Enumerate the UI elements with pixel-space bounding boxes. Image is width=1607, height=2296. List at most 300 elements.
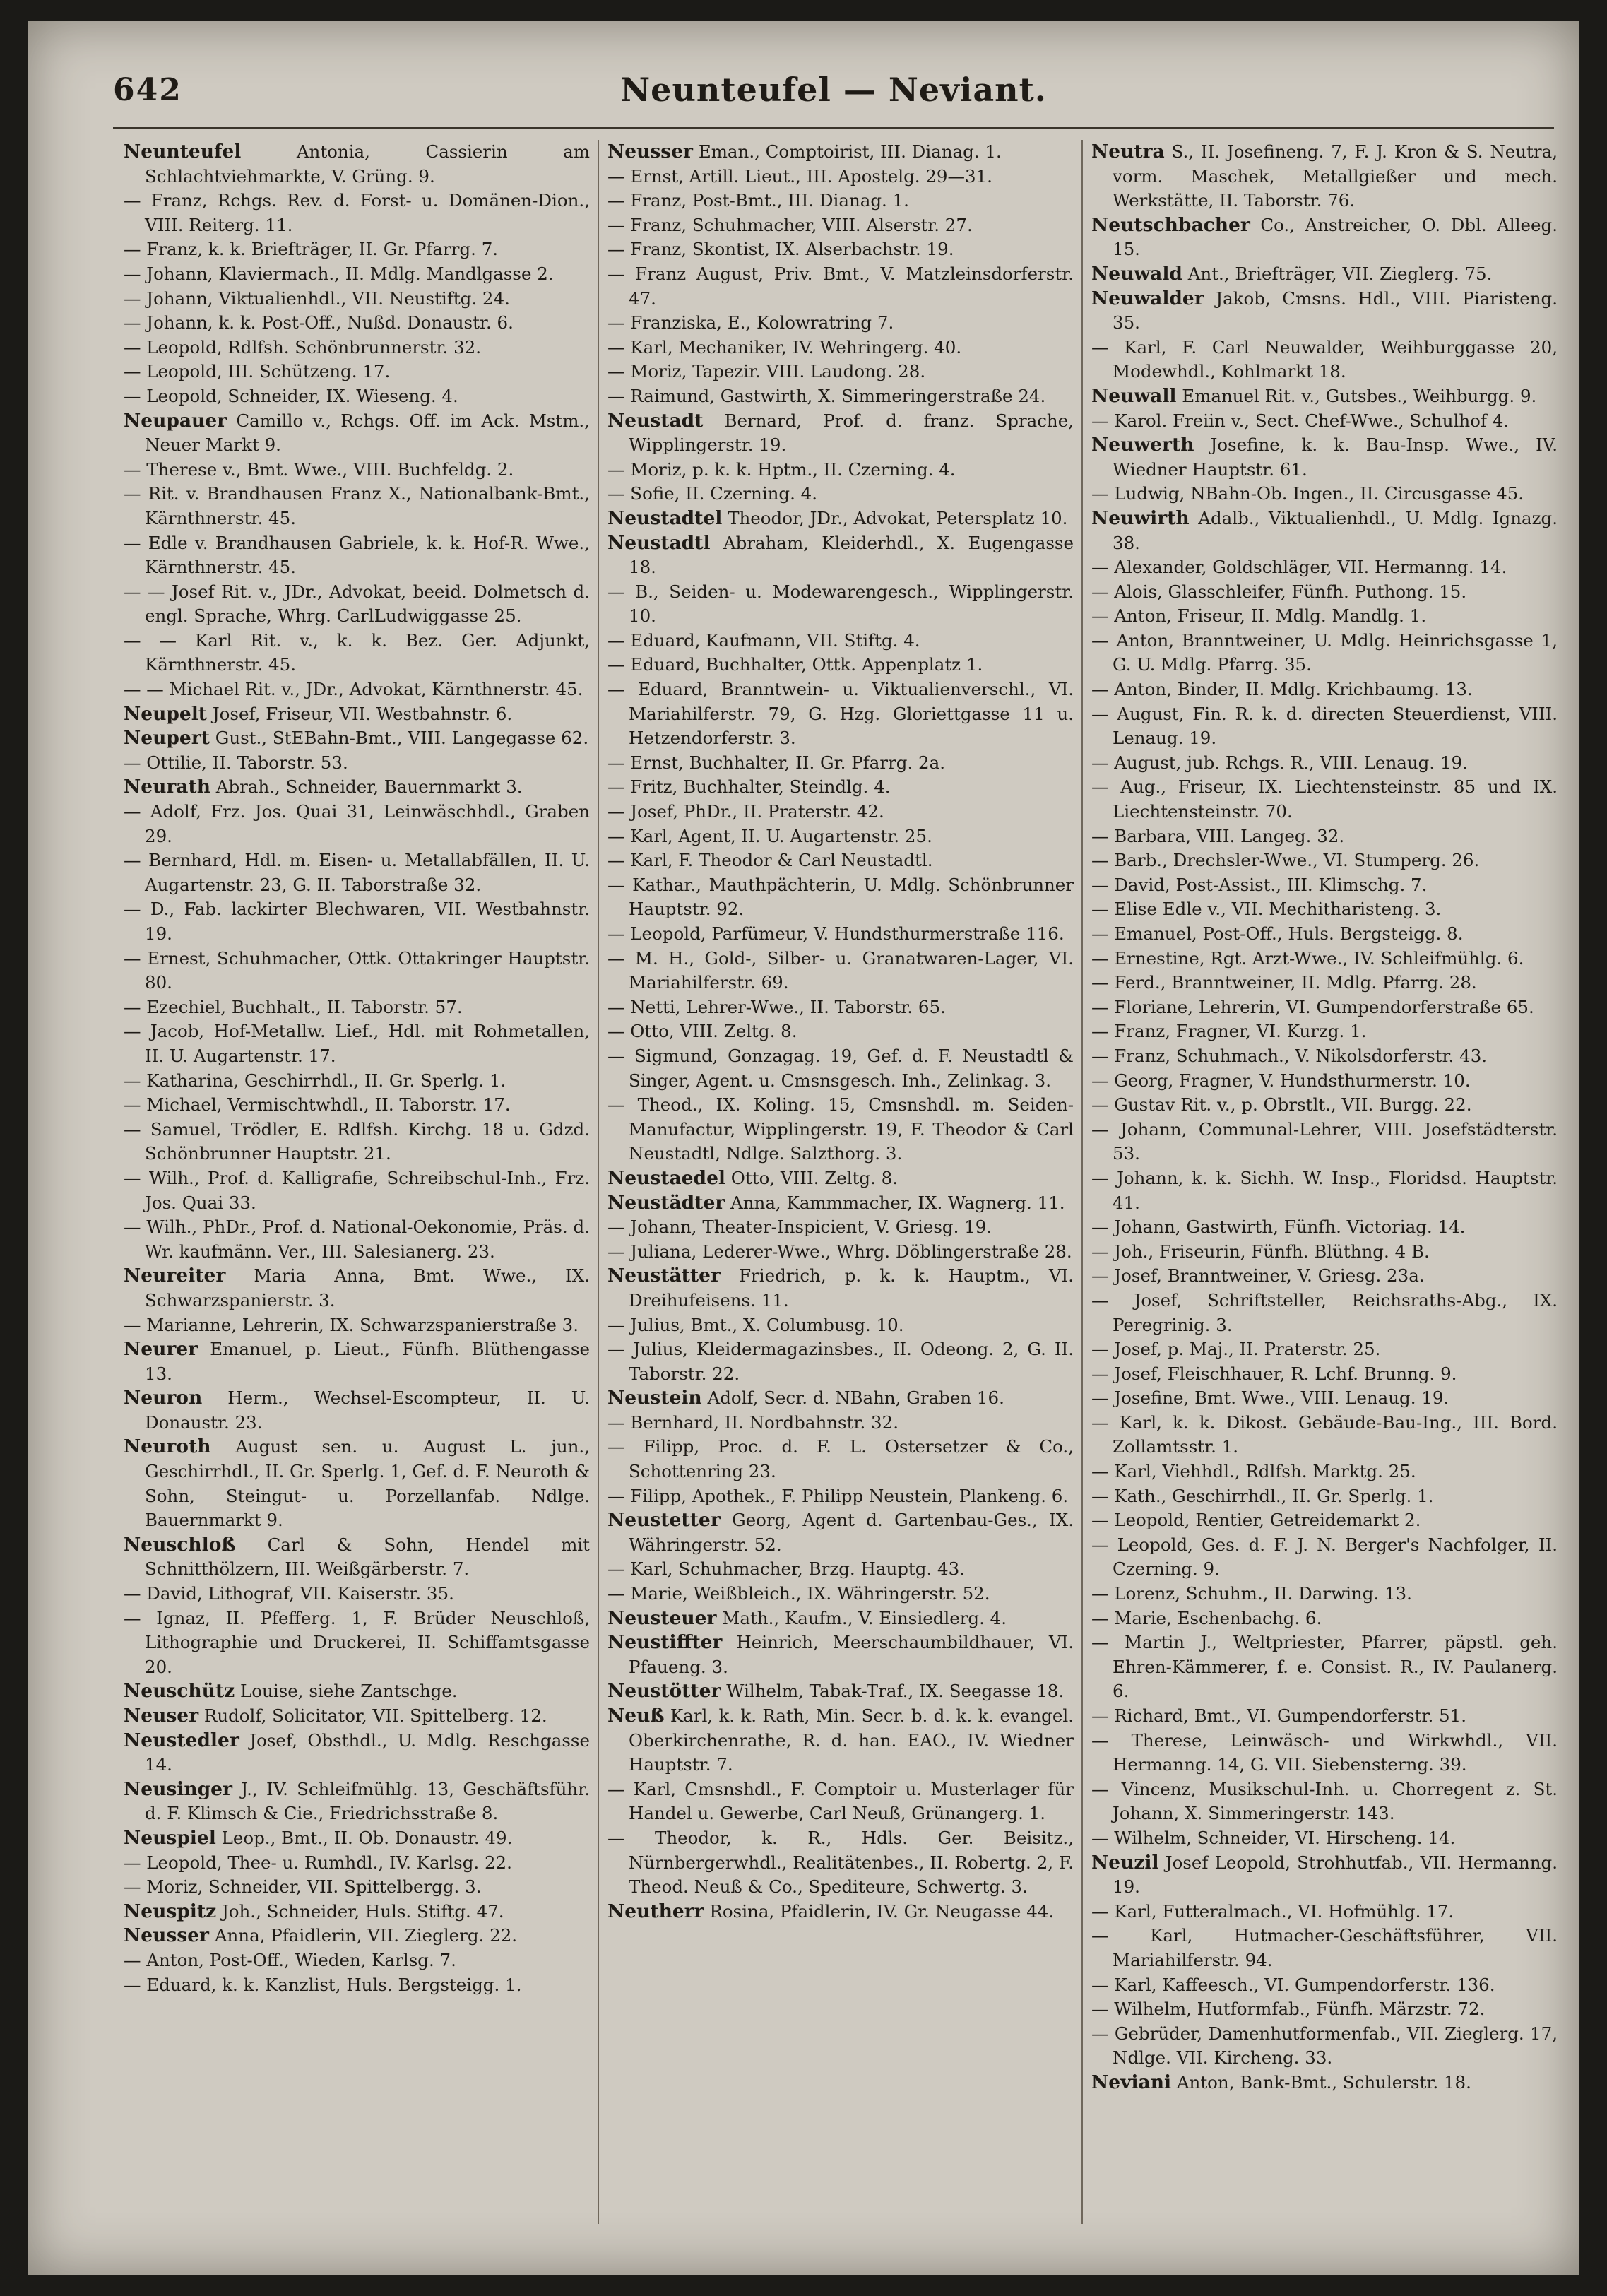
directory-entry xyxy=(1091,775,1558,824)
directory-entry xyxy=(124,482,590,531)
entry-text: — B., Seiden- u. Modewarengesch., Wipplingerstr. 10. xyxy=(607,581,1074,627)
entry-text: — Franziska, E., Kolowratring 7. xyxy=(607,312,894,333)
entry-text: — Bernhard, II. Nordbahnstr. 32. xyxy=(607,1412,899,1433)
directory-entry xyxy=(124,1948,590,1973)
directory-entry xyxy=(1091,507,1558,555)
directory-entry xyxy=(124,360,590,384)
directory-entry xyxy=(1091,848,1558,873)
entry-surname: Neuwall xyxy=(1091,384,1177,407)
directory-entry xyxy=(124,311,590,336)
directory-entry xyxy=(607,1313,1074,1338)
entry-text: Adolf, Secr. d. NBahn, Graben 16. xyxy=(707,1387,1004,1409)
directory-entry xyxy=(124,629,590,677)
directory-entry xyxy=(1091,1411,1558,1460)
entry-text: — Floriane, Lehrerin, VI. Gumpendorferstraße 65. xyxy=(1091,996,1534,1017)
directory-entry xyxy=(607,237,1074,262)
entry-text: — Ignaz, II. Pfefferg. 1, F. Brüder Neuschloß, Lithographie und Druckerei, II. Schiffamtsgasse 20. xyxy=(124,1607,590,1677)
directory-entry xyxy=(124,677,590,702)
directory-entry xyxy=(124,1679,590,1704)
directory-entry xyxy=(124,140,590,189)
entry-text: — Gebrüder, Damenhutformenfab., VII. Zieglerg. 17, Ndlge. VII. Kircheng. 33. xyxy=(1091,2023,1558,2069)
entry-text: Emanuel Rit. v., Gutsbes., Weihburgg. 9. xyxy=(1182,385,1537,406)
entry-surname: Neustätter xyxy=(607,1265,721,1287)
entry-text: Anna, Kammmacher, IX. Wagnerg. 11. xyxy=(730,1192,1065,1213)
entry-text: — — Michael Rit. v., JDr., Advokat, Kärnthnerstr. 45. xyxy=(124,679,583,700)
directory-entry xyxy=(607,1631,1074,1679)
entry-text: Abrah., Schneider, Bauernmarkt 3. xyxy=(215,776,523,798)
entry-text: Math., Kaufm., V. Einsiedlerg. 4. xyxy=(722,1607,1007,1628)
directory-entry xyxy=(124,1704,590,1729)
directory-entry xyxy=(607,1337,1074,1386)
directory-entry xyxy=(607,922,1074,947)
entry-text: — August, Fin. R. k. d. directen Steuerdienst, VIII. Lenaug. 19. xyxy=(1091,703,1558,749)
entry-text: — Samuel, Trödler, E. Rdlfsh. Kirchg. 18 u. Gdzd. Schönbrunner Hauptstr. 21. xyxy=(124,1118,590,1164)
directory-entry xyxy=(1091,1997,1558,2022)
entry-text: — Leopold, Rdlfsh. Schönbrunnerstr. 32. xyxy=(124,336,482,357)
entry-text: Rosina, Pfaidlerin, IV. Gr. Neugasse 44. xyxy=(709,1900,1055,1922)
directory-entry xyxy=(607,580,1074,629)
directory-entry xyxy=(607,1606,1074,1631)
directory-entry xyxy=(124,1729,590,1777)
entry-surname: Neuron xyxy=(124,1387,203,1409)
directory-entry xyxy=(607,653,1074,677)
entry-surname: Neupauer xyxy=(124,409,227,432)
entry-text: Rudolf, Solicitator, VII. Spittelberg. 12. xyxy=(203,1705,547,1726)
entry-text: Antonia, Cassierin am Schlachtviehmarkte, V. Grüng. 9. xyxy=(145,141,590,187)
page-number: 642 xyxy=(113,72,182,108)
entry-surname: Neustedler xyxy=(124,1729,239,1751)
directory-entry xyxy=(1091,1215,1558,1240)
directory-entry xyxy=(1091,1900,1558,1924)
directory-entry xyxy=(124,751,590,776)
entry-text: — Bernhard, Hdl. m. Eisen- u. Metallabfällen, II. U. Augartenstr. 23, G. II. Taborstraße 32. xyxy=(124,850,590,895)
directory-entry xyxy=(1091,1606,1558,1631)
directory-entry xyxy=(124,237,590,262)
directory-entry xyxy=(607,1484,1074,1509)
entry-text: — Ferd., Branntweiner, II. Mdlg. Pfarrg. 28. xyxy=(1091,972,1477,993)
entry-text: Joh., Schneider, Huls. Stiftg. 47. xyxy=(221,1900,504,1922)
entry-text: Gust., StEBahn-Bmt., VIII. Langegasse 62. xyxy=(215,728,589,749)
directory-entry xyxy=(1091,1264,1558,1289)
entry-text: — Elise Edle v., VII. Mechitharisteng. 3. xyxy=(1091,899,1442,920)
directory-entry xyxy=(124,1875,590,1900)
directory-entry xyxy=(607,140,1074,165)
entry-text: — Franz, Skontist, IX. Alserbachstr. 19. xyxy=(607,239,954,260)
entry-text: — Sofie, II. Czerning. 4. xyxy=(607,483,818,504)
directory-entry xyxy=(124,1533,590,1582)
directory-entry xyxy=(607,1215,1074,1240)
directory-entry xyxy=(1091,1460,1558,1484)
directory-entry xyxy=(607,873,1074,922)
directory-entry xyxy=(124,189,590,237)
directory-entry xyxy=(124,726,590,751)
entry-surname: Neustadt xyxy=(607,409,704,432)
directory-entry xyxy=(607,1704,1074,1777)
directory-entry xyxy=(1091,1240,1558,1265)
entry-text: — David, Lithograf, VII. Kaiserstr. 35. xyxy=(124,1583,454,1604)
entry-text: — Eduard, Buchhalter, Ottk. Appenplatz 1. xyxy=(607,654,983,675)
directory-entry xyxy=(607,384,1074,409)
entry-surname: Neuser xyxy=(124,1705,199,1727)
entry-text: — Barb., Drechsler-Wwe., VI. Stumperg. 26. xyxy=(1091,850,1480,871)
entry-text: — Leopold, Thee- u. Rumhdl., IV. Karlsg. 22. xyxy=(124,1852,512,1873)
entry-text: — Karl, F. Theodor & Carl Neustadtl. xyxy=(607,850,933,871)
header-rule xyxy=(113,127,1554,129)
directory-entry xyxy=(124,336,590,360)
entry-text: — Wilh., PhDr., Prof. d. National-Oekonomie, Präs. d. Wr. kaufmänn. Ver., III. Salesianerg. 23. xyxy=(124,1217,590,1262)
entry-text: — Raimund, Gastwirth, X. Simmeringerstraße 24. xyxy=(607,385,1046,406)
directory-entry xyxy=(124,409,590,458)
entry-text: — Adolf, Frz. Jos. Quai 31, Leinwäschhdl., Graben 29. xyxy=(124,801,590,846)
entry-text: — Franz, k. k. Briefträger, II. Gr. Pfarrg. 7. xyxy=(124,239,499,260)
entry-text: — Karl, Cmsnshdl., F. Comptoir u. Musterlager für Handel u. Gewerbe, Carl Neuß, Grünangerg. 1. xyxy=(607,1778,1074,1824)
directory-entry xyxy=(607,409,1074,458)
entry-text: — Moriz, Schneider, VII. Spittelbergg. 3. xyxy=(124,1876,482,1898)
directory-entry xyxy=(1091,1093,1558,1118)
entry-text: Emanuel, p. Lieut., Fünfh. Blüthengasse 13. xyxy=(145,1339,590,1384)
entry-text: — Alexander, Goldschläger, VII. Hermanng. 14. xyxy=(1091,557,1507,578)
directory-entry xyxy=(607,1166,1074,1191)
directory-entry xyxy=(1091,409,1558,434)
directory-entry xyxy=(607,531,1074,580)
directory-entry xyxy=(124,1777,590,1826)
directory-entry xyxy=(124,1313,590,1338)
entry-text: J., IV. Schleifmühlg. 13, Geschäftsführ. d. F. Klimsch & Cie., Friedrichsstraße 8. xyxy=(145,1778,590,1824)
entry-surname: Neuwerth xyxy=(1091,434,1194,456)
entry-text: Wilhelm, Tabak-Traf., IX. Seegasse 18. xyxy=(726,1681,1065,1702)
entry-surname: Neustadtel xyxy=(607,507,723,529)
entry-text: — Josef, Fleischhauer, R. Lchf. Brunng. 9. xyxy=(1091,1363,1457,1384)
entry-text: — Karl, Viehhdl., Rdlfsh. Marktg. 25. xyxy=(1091,1461,1416,1482)
entry-text: Josefine, k. k. Bau-Insp. Wwe., IV. Wiedner Hauptstr. 61. xyxy=(1113,434,1558,480)
entry-text: — Julius, Kleidermagazinsbes., II. Odeong. 2, G. II. Taborstr. 22. xyxy=(607,1339,1074,1384)
directory-entry xyxy=(1091,1729,1558,1777)
entry-surname: Neustetter xyxy=(607,1509,721,1532)
entry-surname: Neureiter xyxy=(124,1265,226,1287)
directory-entry xyxy=(1091,1826,1558,1851)
entry-surname: Neusteuer xyxy=(607,1606,717,1629)
entry-text: — D., Fab. lackirter Blechwaren, VII. Westbahnstr. 19. xyxy=(124,899,590,944)
entry-text: — Moriz, Tapezir. VIII. Laudong. 28. xyxy=(607,361,926,382)
directory-entry xyxy=(1091,262,1558,287)
directory-entry xyxy=(124,775,590,800)
entry-text: — Alois, Glasschleifer, Fünfh. Puthong. 15. xyxy=(1091,581,1467,602)
directory-entry xyxy=(124,1826,590,1851)
entry-text: Heinrich, Meerschaumbildhauer, VI. Pfaueng. 3. xyxy=(629,1632,1074,1677)
entry-text: — Julius, Bmt., X. Columbusg. 10. xyxy=(607,1314,904,1335)
entry-text: — Theod., IX. Koling. 15, Cmsnshdl. m. Seiden-Manufactur, Wipplingerstr. 19, F. Theodor & Carl Neustadtl, Ndlge. Salzthorg. 3. xyxy=(607,1094,1074,1164)
entry-surname: Neuschütz xyxy=(124,1680,235,1703)
entry-surname: Neutherr xyxy=(607,1900,704,1922)
entry-text: — Franz August, Priv. Bmt., V. Matzleinsdorferstr. 47. xyxy=(607,263,1074,309)
directory-entry xyxy=(124,1582,590,1606)
entry-text: — Marianne, Lehrerin, IX. Schwarzspanierstraße 3. xyxy=(124,1314,579,1335)
directory-entry xyxy=(607,1386,1074,1411)
entry-text: — Ludwig, NBahn-Ob. Ingen., II. Circusgasse 45. xyxy=(1091,483,1524,504)
entry-text: — Johann, k. k. Post-Off., Nußd. Donaustr. 6. xyxy=(124,312,514,333)
directory-entry xyxy=(1091,751,1558,776)
directory-entry xyxy=(607,1900,1074,1924)
directory-entry xyxy=(1091,873,1558,898)
directory-entry xyxy=(124,1019,590,1068)
directory-entry xyxy=(1091,336,1558,384)
entry-text: — Barbara, VIII. Langeg. 32. xyxy=(1091,825,1345,846)
entry-surname: Neuwald xyxy=(1091,262,1182,285)
entry-text: — Karl, Futteralmach., VI. Hofmühlg. 17. xyxy=(1091,1900,1454,1922)
entry-text: — Moriz, p. k. k. Hptm., II. Czerning. 4. xyxy=(607,458,956,480)
entry-text: — Eduard, Branntwein- u. Viktualienverschl., VI. Mariahilferstr. 79, G. Hzg. Gloriettgasse 11 u. Hetzendorferstr. 3. xyxy=(607,679,1074,749)
entry-text: Friedrich, p. k. k. Hauptm., VI. Dreihufeisens. 11. xyxy=(629,1265,1074,1310)
entry-text: — Johann, Klaviermach., II. Mdlg. Mandlgasse 2. xyxy=(124,263,554,284)
entry-surname: Neustadtl xyxy=(607,531,711,554)
directory-entry xyxy=(124,580,590,629)
entry-surname: Neuwalder xyxy=(1091,287,1204,309)
directory-entry xyxy=(124,1851,590,1876)
entry-text: — Karl, F. Carl Neuwalder, Weihburggasse 20, Modewhdl., Kohlmarkt 18. xyxy=(1091,336,1558,382)
entry-text: — Therese, Leinwäsch- und Wirkwhdl., VII. Hermanng. 14, G. VII. Siebensterng. 39. xyxy=(1091,1729,1558,1775)
directory-entry xyxy=(124,1215,590,1264)
entry-text: Leop., Bmt., II. Ob. Donaustr. 49. xyxy=(221,1827,513,1848)
directory-entry xyxy=(1091,2022,1558,2071)
directory-entry xyxy=(1091,897,1558,922)
entry-surname: Neuzil xyxy=(1091,1851,1159,1874)
entry-surname: Neuschloß xyxy=(124,1533,236,1556)
directory-entry xyxy=(607,1191,1074,1216)
directory-entry xyxy=(607,1044,1074,1093)
directory-entry xyxy=(1091,2071,1558,2095)
entry-text: — Filipp, Apothek., F. Philipp Neustein, Plankeng. 6. xyxy=(607,1485,1069,1506)
directory-entry xyxy=(607,1679,1074,1704)
directory-entry xyxy=(1091,287,1558,336)
directory-entry xyxy=(607,482,1074,507)
entry-text: — Ernst, Artill. Lieut., III. Apostelg. 29—31. xyxy=(607,165,992,187)
entry-text: — Leopold, Ges. d. F. J. N. Berger's Nachfolger, II. Czerning. 9. xyxy=(1091,1534,1558,1580)
directory-entry xyxy=(124,800,590,848)
directory-entry xyxy=(1091,1924,1558,1972)
directory-entry xyxy=(607,311,1074,336)
entry-text: — Karl, k. k. Dikost. Gebäude-Bau-Ing., III. Bord. Zollamtsstr. 1. xyxy=(1091,1412,1558,1457)
entry-text: — Ernestine, Rgt. Arzt-Wwe., IV. Schleifmühlg. 6. xyxy=(1091,947,1524,969)
entry-text: — Ernst, Buchhalter, II. Gr. Pfarrg. 2a. xyxy=(607,752,946,773)
entry-text: Co., Anstreicher, O. Dbl. Alleeg. 15. xyxy=(1113,214,1558,260)
directory-entry xyxy=(124,1900,590,1924)
entry-text: — Josefine, Bmt. Wwe., VIII. Lenaug. 19. xyxy=(1091,1387,1449,1409)
entry-surname: Neusser xyxy=(124,1924,210,1947)
entry-text: — Ezechiel, Buchhalt., II. Taborstr. 57. xyxy=(124,996,463,1017)
entry-text: — Marie, Eschenbachg. 6. xyxy=(1091,1607,1322,1628)
entry-surname: Neustaedel xyxy=(607,1166,725,1189)
entry-text: — Leopold, III. Schützeng. 17. xyxy=(124,361,391,382)
entry-surname: Neustiffter xyxy=(607,1631,723,1654)
directory-entry xyxy=(124,947,590,995)
entry-text: S., II. Josefineng. 7, F. J. Kron & S. Neutra, vorm. Maschek, Metallgießer und mech. Werkstätte, II. Taborstr. 76. xyxy=(1113,141,1558,211)
directory-entry xyxy=(607,458,1074,483)
directory-entry xyxy=(124,384,590,409)
entry-text: — Johann, Theater-Inspicient, V. Griesg. 19. xyxy=(607,1217,992,1238)
entry-text: — Anton, Friseur, II. Mdlg. Mandlg. 1. xyxy=(1091,605,1427,627)
directory-entry xyxy=(607,1435,1074,1484)
directory-entry xyxy=(607,360,1074,384)
entry-text: — August, jub. Rchgs. R., VIII. Lenaug. 19. xyxy=(1091,752,1468,773)
directory-entry xyxy=(1091,1484,1558,1509)
directory-entry xyxy=(1091,1582,1558,1606)
directory-entry xyxy=(607,1019,1074,1044)
entry-text: — Theodor, k. R., Hdls. Ger. Beisitz., Nürnbergerwhdl., Realitätenbes., II. Robertg. 2, F. Theod. Neuß & Co., Spediteure, Schwertg. 3. xyxy=(607,1827,1074,1898)
entry-text: — Joh., Friseurin, Fünfh. Blüthng. 4 B. xyxy=(1091,1241,1430,1262)
entry-text: — Fritz, Buchhalter, Steindlg. 4. xyxy=(607,776,891,798)
entry-text: Theodor, JDr., Advokat, Petersplatz 10. xyxy=(728,507,1068,528)
entry-text: — Karol. Freiin v., Sect. Chef-Wwe., Schulhof 4. xyxy=(1091,410,1510,431)
entry-text: — Filipp, Proc. d. F. L. Ostersetzer & Co., Schottenring 23. xyxy=(607,1436,1074,1482)
directory-entry xyxy=(1091,1631,1558,1704)
directory-entry xyxy=(1091,213,1558,262)
directory-entry xyxy=(124,1264,590,1313)
entry-surname: Neurer xyxy=(124,1338,198,1361)
entry-text: Herm., Wechsel-Escompteur, II. U. Donaustr. 23. xyxy=(145,1387,590,1433)
directory-entry xyxy=(1091,1069,1558,1094)
entry-text: — Rit. v. Brandhausen Franz X., Nationalbank-Bmt., Kärnthnerstr. 45. xyxy=(124,483,590,528)
directory-entry xyxy=(1091,677,1558,702)
directory-entry xyxy=(124,1606,590,1680)
directory-entry xyxy=(607,824,1074,849)
directory-entry xyxy=(607,775,1074,800)
entry-text: — Karl, Hutmacher-Geschäftsführer, VII. Mariahilferstr. 94. xyxy=(1091,1925,1558,1970)
directory-entry xyxy=(607,1826,1074,1900)
directory-entry xyxy=(1091,1337,1558,1362)
entry-text: — Karl, Schuhmacher, Brzg. Hauptg. 43. xyxy=(607,1558,965,1580)
entry-surname: Neuwirth xyxy=(1091,507,1190,529)
entry-text: — Vincenz, Musikschul-Inh. u. Chorregent z. St. Johann, X. Simmeringerstr. 143. xyxy=(1091,1778,1558,1824)
directory-entry xyxy=(607,1093,1074,1166)
entry-text: — Karl, Kaffeesch., VI. Gumpendorferstr. 136. xyxy=(1091,1974,1495,1995)
entry-text: — Wilhelm, Hutformfab., Fünfh. Märzstr. 72. xyxy=(1091,1999,1486,2020)
entry-text: — Anton, Branntweiner, U. Mdlg. Heinrichsgasse 1, G. U. Mdlg. Pfarrg. 35. xyxy=(1091,629,1558,675)
entry-text: — Johann, Gastwirth, Fünfh. Victoriag. 14. xyxy=(1091,1217,1466,1238)
directory-entry xyxy=(1091,1704,1558,1729)
entry-text: — Josef, p. Maj., II. Praterstr. 25. xyxy=(1091,1339,1381,1360)
entry-surname: Neutschbacher xyxy=(1091,213,1250,236)
entry-text: Anna, Pfaidlerin, VII. Zieglerg. 22. xyxy=(214,1925,518,1946)
column-divider xyxy=(598,140,599,2224)
entry-text: Jakob, Cmsns. Hdl., VIII. Piaristeng. 35. xyxy=(1113,288,1558,333)
directory-entry xyxy=(1091,1166,1558,1215)
directory-entry xyxy=(1091,1289,1558,1337)
running-head: Neunteufel — Neviant. xyxy=(620,71,1047,109)
directory-entry xyxy=(124,1924,590,1948)
entry-text: Abraham, Kleiderhdl., X. Eugengasse 18. xyxy=(629,532,1074,578)
directory-entry xyxy=(124,262,590,287)
entry-text: Karl, k. k. Rath, Min. Secr. b. d. k. k. evangel. Oberkirchenrathe, R. d. han. EAO., IV. Wiedner Hauptstr. 7. xyxy=(629,1705,1074,1775)
directory-entry xyxy=(607,1582,1074,1606)
directory-entry xyxy=(124,1118,590,1166)
entry-text: — Eduard, Kaufmann, VII. Stiftg. 4. xyxy=(607,629,920,651)
entry-text: — Josef, Schriftsteller, Reichsraths-Abg., IX. Peregrinig. 3. xyxy=(1091,1289,1558,1335)
entry-text: — Franz, Fragner, VI. Kurzg. 1. xyxy=(1091,1021,1367,1042)
entry-surname: Neustein xyxy=(607,1387,702,1409)
directory-entry xyxy=(124,702,590,727)
directory-entry xyxy=(607,262,1074,311)
entry-text: — Lorenz, Schuhm., II. Darwing. 13. xyxy=(1091,1583,1412,1604)
entry-surname: Neuspiel xyxy=(124,1826,216,1849)
entry-text: — Edle v. Brandhausen Gabriele, k. k. Hof-R. Wwe., Kärnthnerstr. 45. xyxy=(124,532,590,578)
entry-text: Adalb., Viktualienhdl., U. Mdlg. Ignazg. 38. xyxy=(1113,507,1558,553)
directory-entry xyxy=(1091,140,1558,213)
directory-entry xyxy=(607,1557,1074,1582)
directory-entry xyxy=(1091,1362,1558,1387)
directory-entry xyxy=(124,1093,590,1118)
entry-text: Josef, Obsthdl., U. Mdlg. Reschgasse 14. xyxy=(145,1729,590,1775)
directory-entry xyxy=(1091,384,1558,409)
entry-text: — Kathar., Mauthpächterin, U. Mdlg. Schönbrunner Hauptstr. 92. xyxy=(607,874,1074,920)
entry-surname: Neuroth xyxy=(124,1436,211,1458)
entry-text: Anton, Bank-Bmt., Schulerstr. 18. xyxy=(1176,2071,1471,2093)
entry-text: — Otto, VIII. Zeltg. 8. xyxy=(607,1021,797,1042)
directory-entry xyxy=(607,507,1074,531)
directory-entry xyxy=(607,1240,1074,1265)
directory-entry xyxy=(607,165,1074,189)
entry-text: — Johann, Communal-Lehrer, VIII. Josefstädterstr. 53. xyxy=(1091,1118,1558,1164)
directory-entry xyxy=(124,995,590,1020)
entry-text: — — Karl Rit. v., k. k. Bez. Ger. Adjunkt, Kärnthnerstr. 45. xyxy=(124,629,590,675)
entry-text: Carl & Sohn, Hendel mit Schnitthölzern, III. Weißgärberstr. 7. xyxy=(145,1534,590,1580)
directory-entry xyxy=(1091,629,1558,677)
entry-surname: Neupert xyxy=(124,727,210,750)
directory-entry xyxy=(1091,995,1558,1020)
directory-entry xyxy=(607,213,1074,238)
entry-text: — Leopold, Parfümeur, V. Hundsthurmerstraße 116. xyxy=(607,923,1065,944)
entry-text: — Eduard, k. k. Kanzlist, Huls. Bergsteigg. 1. xyxy=(124,1974,522,1995)
directory-entry xyxy=(1091,604,1558,629)
entry-surname: Neurath xyxy=(124,776,210,798)
entry-text: — — Josef Rit. v., JDr., Advokat, beeid. Dolmetsch d. engl. Sprache, Whrg. CarlLudwiggasse 25. xyxy=(124,581,590,627)
entry-text: — Franz, Post-Bmt., III. Dianag. 1. xyxy=(607,190,909,211)
entry-text: Georg, Agent d. Gartenbau-Ges., IX. Währingerstr. 52. xyxy=(629,1510,1074,1555)
directory-entry xyxy=(124,897,590,946)
entry-text: — Anton, Post-Off., Wieden, Karlsg. 7. xyxy=(124,1949,456,1970)
entry-text: — Juliana, Lederer-Wwe., Whrg. Döblingerstraße 28. xyxy=(607,1241,1072,1262)
directory-entry xyxy=(607,1508,1074,1557)
directory-entry xyxy=(607,800,1074,824)
directory-entry xyxy=(124,1166,590,1215)
entry-text: — Josef, PhDr., II. Praterstr. 42. xyxy=(607,801,884,822)
column-3 xyxy=(1091,140,1558,2238)
directory-entry xyxy=(1091,433,1558,482)
entry-text: — Leopold, Rentier, Getreidemarkt 2. xyxy=(1091,1510,1421,1531)
entry-text: — David, Post-Assist., III. Klimschg. 7. xyxy=(1091,874,1428,895)
directory-entry xyxy=(607,336,1074,360)
directory-page xyxy=(28,21,1579,2275)
entry-text: — M. H., Gold-, Silber- u. Granatwaren-Lager, VI. Mariahilferstr. 69. xyxy=(607,947,1074,993)
entry-text: Otto, VIII. Zeltg. 8. xyxy=(730,1167,899,1188)
entry-text: — Johann, Viktualienhdl., VII. Neustiftg. 24. xyxy=(124,288,510,309)
entry-text: — Georg, Fragner, V. Hundsthurmerstr. 10. xyxy=(1091,1070,1471,1091)
entry-text: — Ernest, Schuhmacher, Ottk. Ottakringer Hauptstr. 80. xyxy=(124,947,590,993)
entry-text: Bernard, Prof. d. franz. Sprache, Wipplingerstr. 19. xyxy=(629,410,1074,456)
directory-entry xyxy=(1091,971,1558,995)
directory-entry xyxy=(124,287,590,312)
entry-text: — Richard, Bmt., VI. Gumpendorferstr. 51. xyxy=(1091,1705,1466,1726)
directory-entry xyxy=(124,1386,590,1435)
directory-entry xyxy=(607,995,1074,1020)
directory-entry xyxy=(607,751,1074,776)
entry-surname: Neupelt xyxy=(124,702,208,725)
entry-text: — Marie, Weißbleich., IX. Währingerstr. 52. xyxy=(607,1583,990,1604)
entry-text: — Leopold, Schneider, IX. Wieseng. 4. xyxy=(124,385,458,406)
directory-entry xyxy=(607,1264,1074,1313)
entry-surname: Neustädter xyxy=(607,1191,725,1214)
directory-entry xyxy=(1091,947,1558,971)
entry-text: — Michael, Vermischtwhdl., II. Taborstr. 17. xyxy=(124,1094,511,1116)
